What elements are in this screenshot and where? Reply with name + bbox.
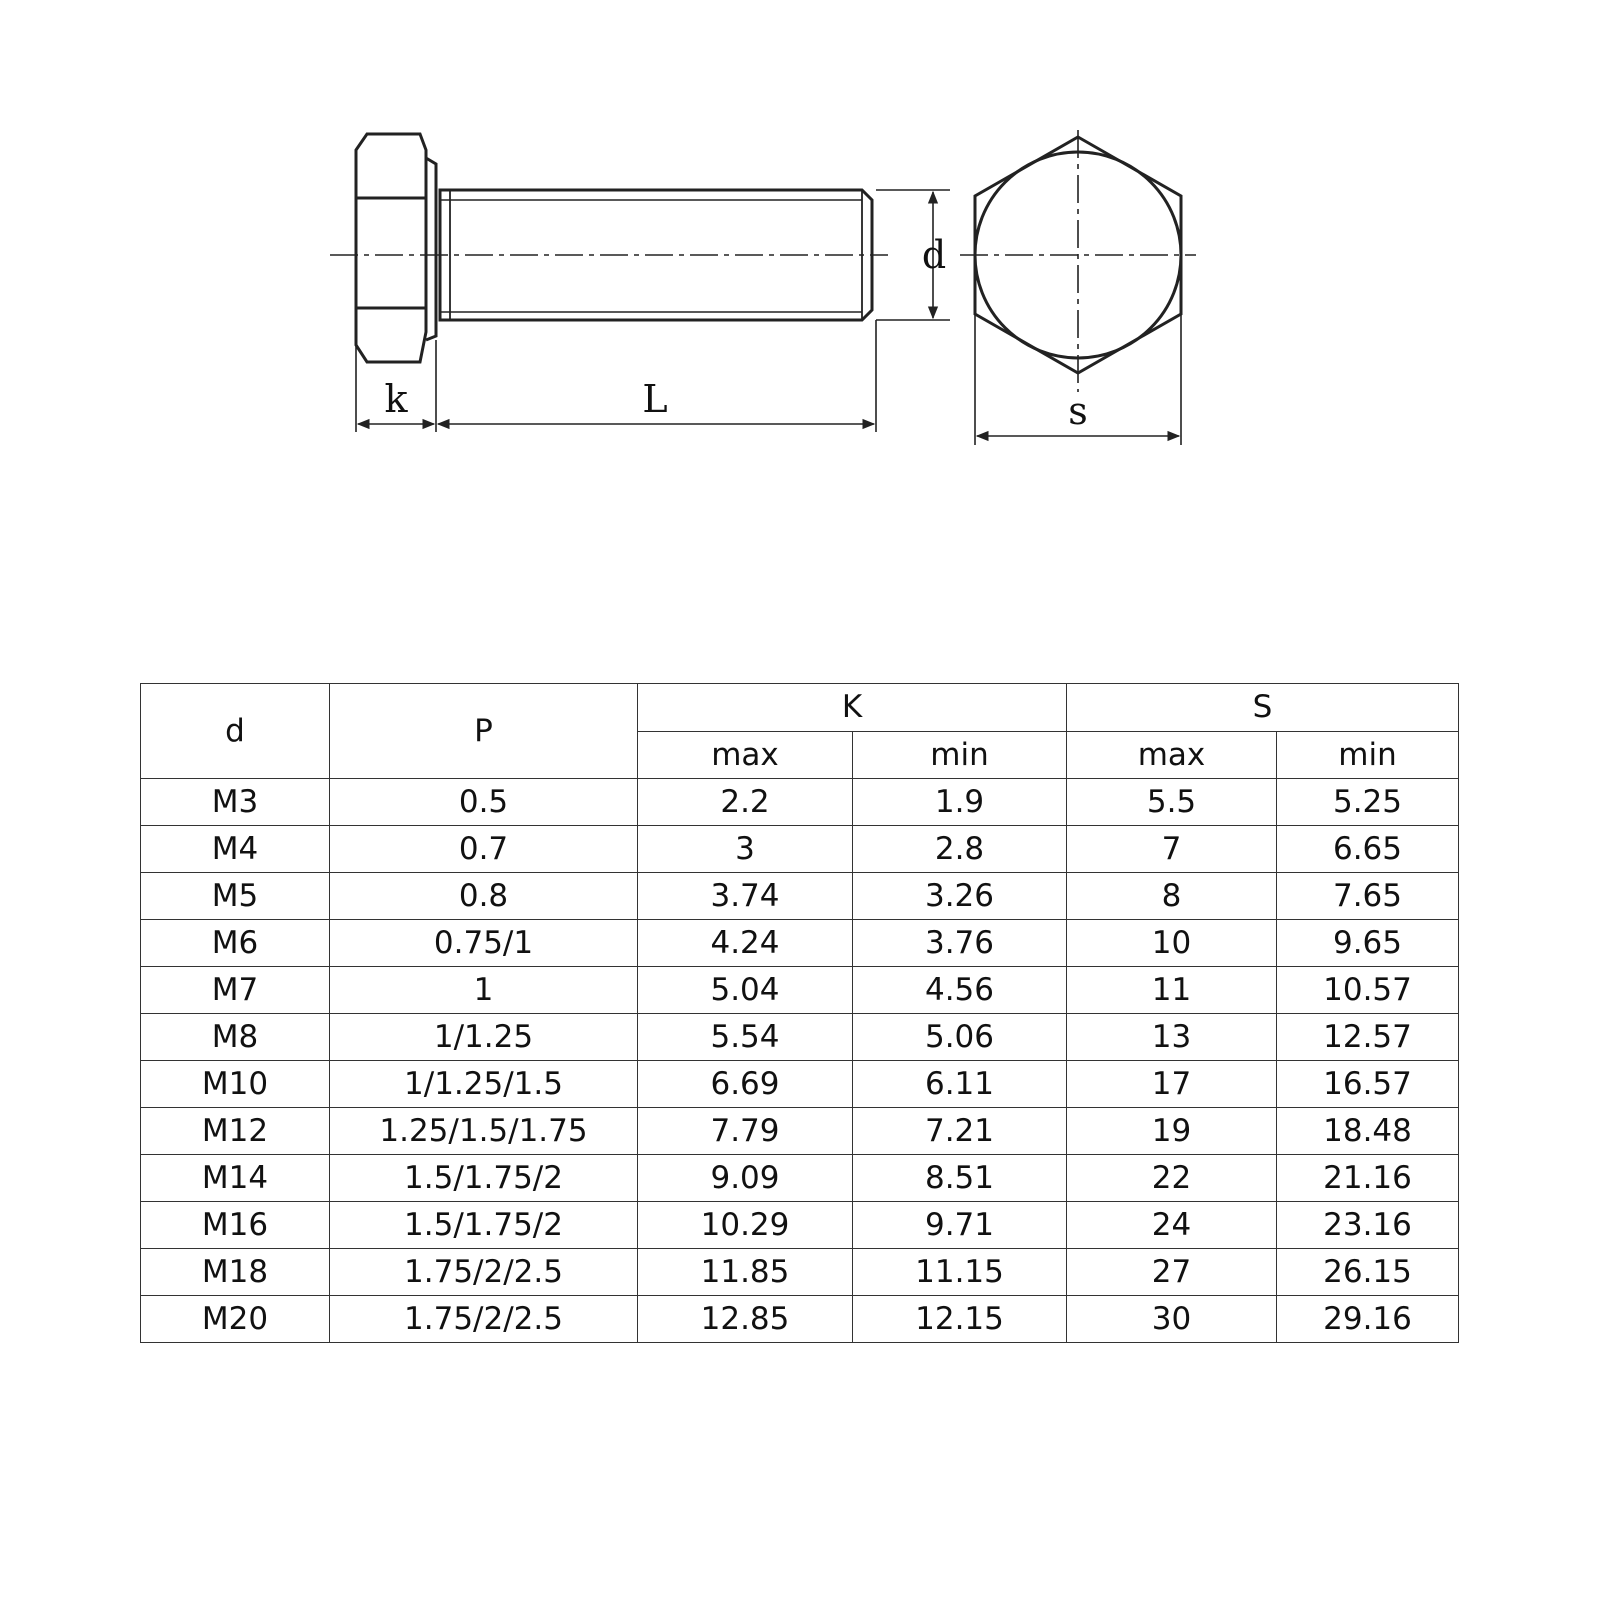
- cell-s-min: 18.48: [1277, 1108, 1459, 1155]
- cell-d: M7: [141, 967, 330, 1014]
- cell-p: 0.75/1: [330, 920, 638, 967]
- cell-k-max: 2.2: [638, 779, 853, 826]
- label-k: k: [384, 377, 408, 421]
- cell-p: 1.5/1.75/2: [330, 1155, 638, 1202]
- cell-s-max: 27: [1067, 1249, 1277, 1296]
- cell-s-max: 5.5: [1067, 779, 1277, 826]
- table-row: [141, 1202, 1459, 1249]
- cell-s-max: 24: [1067, 1202, 1277, 1249]
- cell-k-min: 11.15: [853, 1249, 1067, 1296]
- cell-s-max: 30: [1067, 1296, 1277, 1343]
- cell-k-min: 8.51: [853, 1155, 1067, 1202]
- cell-s-min: 26.15: [1277, 1249, 1459, 1296]
- cell-p: 0.7: [330, 826, 638, 873]
- table-row: [141, 1155, 1459, 1202]
- cell-s-min: 10.57: [1277, 967, 1459, 1014]
- header-k-max: max: [638, 731, 853, 779]
- cell-s-max: 17: [1067, 1061, 1277, 1108]
- cell-p: 0.8: [330, 873, 638, 920]
- header-d: d: [141, 684, 330, 779]
- table-row: [141, 1108, 1459, 1155]
- cell-s-min: 5.25: [1277, 779, 1459, 826]
- bolt-technical-drawing: [0, 0, 1600, 480]
- cell-p: 1.5/1.75/2: [330, 1202, 638, 1249]
- cell-k-max: 7.79: [638, 1108, 853, 1155]
- cell-k-min: 9.71: [853, 1202, 1067, 1249]
- table-row: [141, 826, 1459, 873]
- cell-s-max: 10: [1067, 920, 1277, 967]
- cell-k-min: 3.26: [853, 873, 1067, 920]
- cell-d: M4: [141, 826, 330, 873]
- cell-s-max: 11: [1067, 967, 1277, 1014]
- table-row: [141, 920, 1459, 967]
- cell-p: 1: [330, 967, 638, 1014]
- label-L: L: [642, 377, 668, 421]
- cell-d: M5: [141, 873, 330, 920]
- cell-k-min: 1.9: [853, 779, 1067, 826]
- cell-k-min: 12.15: [853, 1296, 1067, 1343]
- label-s: s: [1068, 389, 1088, 433]
- header-k-min: min: [853, 731, 1067, 779]
- cell-k-min: 4.56: [853, 967, 1067, 1014]
- cell-d: M16: [141, 1202, 330, 1249]
- cell-s-min: 23.16: [1277, 1202, 1459, 1249]
- cell-p: 1.25/1.5/1.75: [330, 1108, 638, 1155]
- table-row: [141, 779, 1459, 826]
- header-K: K: [638, 684, 1067, 732]
- cell-k-min: 2.8: [853, 826, 1067, 873]
- header-P: P: [330, 684, 638, 779]
- header-s-max: max: [1067, 731, 1277, 779]
- cell-k-min: 6.11: [853, 1061, 1067, 1108]
- cell-p: 1.75/2/2.5: [330, 1249, 638, 1296]
- cell-d: M6: [141, 920, 330, 967]
- cell-s-max: 7: [1067, 826, 1277, 873]
- header-S: S: [1067, 684, 1459, 732]
- cell-s-max: 22: [1067, 1155, 1277, 1202]
- cell-k-min: 3.76: [853, 920, 1067, 967]
- cell-s-min: 16.57: [1277, 1061, 1459, 1108]
- table-row: [141, 873, 1459, 920]
- cell-k-max: 3: [638, 826, 853, 873]
- cell-d: M20: [141, 1296, 330, 1343]
- cell-s-max: 19: [1067, 1108, 1277, 1155]
- cell-s-min: 9.65: [1277, 920, 1459, 967]
- table-row: [141, 967, 1459, 1014]
- cell-d: M14: [141, 1155, 330, 1202]
- cell-k-max: 5.04: [638, 967, 853, 1014]
- cell-p: 1/1.25: [330, 1014, 638, 1061]
- cell-s-min: 29.16: [1277, 1296, 1459, 1343]
- bolt-head-outline: [356, 134, 426, 362]
- cell-s-min: 12.57: [1277, 1014, 1459, 1061]
- cell-k-max: 6.69: [638, 1061, 853, 1108]
- table-row: [141, 1014, 1459, 1061]
- cell-s-max: 13: [1067, 1014, 1277, 1061]
- cell-p: 1.75/2/2.5: [330, 1296, 638, 1343]
- cell-k-max: 5.54: [638, 1014, 853, 1061]
- cell-d: M10: [141, 1061, 330, 1108]
- cell-k-min: 7.21: [853, 1108, 1067, 1155]
- table-header-row: [141, 684, 1459, 732]
- table-row: [141, 1296, 1459, 1343]
- cell-s-min: 21.16: [1277, 1155, 1459, 1202]
- cell-k-max: 10.29: [638, 1202, 853, 1249]
- cell-d: M3: [141, 779, 330, 826]
- cell-k-max: 9.09: [638, 1155, 853, 1202]
- cell-d: M8: [141, 1014, 330, 1061]
- cell-k-max: 4.24: [638, 920, 853, 967]
- bolt-side-view: [330, 134, 950, 432]
- table-row: [141, 1061, 1459, 1108]
- cell-s-max: 8: [1067, 873, 1277, 920]
- table-row: [141, 1249, 1459, 1296]
- cell-s-min: 6.65: [1277, 826, 1459, 873]
- cell-p: 0.5: [330, 779, 638, 826]
- label-d: d: [921, 233, 947, 277]
- cell-k-min: 5.06: [853, 1014, 1067, 1061]
- cell-d: M12: [141, 1108, 330, 1155]
- bolt-dimensions-table: [140, 683, 1459, 1343]
- header-s-min: min: [1277, 731, 1459, 779]
- cell-k-max: 3.74: [638, 873, 853, 920]
- cell-s-min: 7.65: [1277, 873, 1459, 920]
- cell-k-max: 12.85: [638, 1296, 853, 1343]
- cell-k-max: 11.85: [638, 1249, 853, 1296]
- cell-d: M18: [141, 1249, 330, 1296]
- cell-p: 1/1.25/1.5: [330, 1061, 638, 1108]
